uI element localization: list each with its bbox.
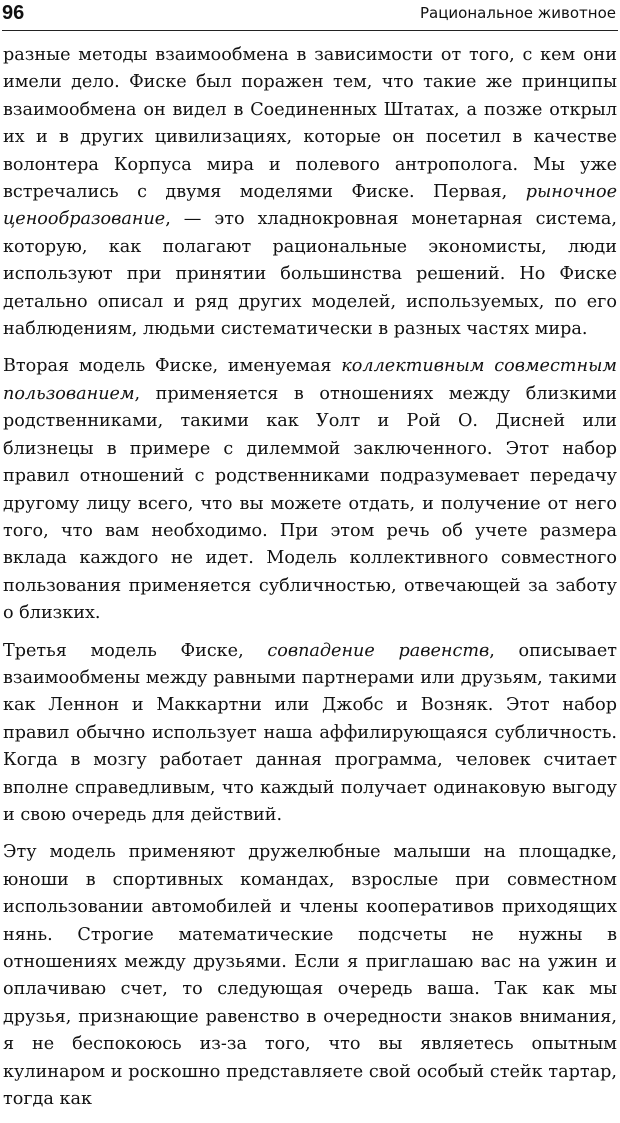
text-run: , — это хладнокровная монетарная система, которую, как полагают рациональные экономисты, люди используют при принятии большинства решений. Но Фиске детально описал и ряд других моделей, используемых, по его наблюдениям, людьми систематически в разных частях мира. [3,209,617,340]
body-text [3,42,617,1123]
running-title: Рациональное животное [419,4,616,22]
paragraph-4 [3,839,617,1113]
italic-term: коллективным совместным пользованием [3,356,617,404]
text-run: , описывает взаимообмены между равными партнерами или друзьям, такими как Леннон и Маккартни или Джобс и Возняк. Этот набор правил обычно использует наша аффилирующаяся субличность. Когда в мозгу работает данная программа, человек считает вполне справедливым, что каждый получает одинаковую выгоду и свою очередь для действий. [3,640,617,825]
paragraph-1 [3,42,617,343]
italic-term: совпадение равенств [267,640,490,661]
text-run: разные методы взаимообмена в зависимости от того, с кем они имели дело. Фиске был поражен тем, что такие же принципы взаимообмена он видел в Соединенных Штатах, а позже открыл их и в других цивилизациях, которые он посетил в качестве волонтера Корпуса мира и полевого антрополога. Мы уже встречались с двумя моделями Фиске. Первая, [3,45,617,203]
text-run: Третья модель Фиске, [3,640,268,661]
text-run: Вторая модель Фиске, именуемая [3,356,342,377]
page-header [2,0,618,31]
paragraph-3 [3,638,617,830]
italic-term: рыночное ценообразование [3,182,617,230]
page-number: 96 [2,2,25,24]
paragraph-2 [3,353,617,627]
text-run: , применяется в отношениях между близкими родственниками, такими как Уолт и Рой О. Дисней или близнецы в примере с дилеммой заключенного. Этот набор правил отношений с родственниками подразумевает передачу другому лицу всего, что вы можете отдать, и получение от него того, что вам необходимо. При этом речь об учете размера вклада каждого не идет. Модель коллективного совместного пользования применяется субличностью, отвечающей за заботу о близких. [3,383,617,624]
text-run: Эту модель применяют дружелюбные малыши на площадке, юноши в спортивных командах, взрослые при совместном использовании автомобилей и члены кооперативов приходящих нянь. Строгие математические подсчеты не нужны в отношениях между друзьями. Если я приглашаю вас на ужин и оплачиваю счет, то следующая очередь ваша. Так как мы друзья, признающие равенство в очередности знаков внимания, я не беспокоюсь из-за того, что вы являетесь опытным кулинаром и роскошно представляете свой особый стейк тартар, тогда как [3,842,617,1110]
